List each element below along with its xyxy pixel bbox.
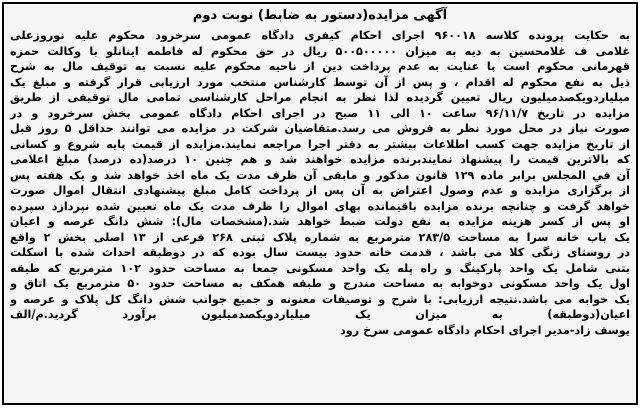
notice-line: ذیل به نفع محکوم له اقدام ، و پس از آن توسط کارشناس منتخب مورد ارزیابی قرار گرفته و مبلغ یک	[10, 75, 630, 89]
notice-line: میلیاردویکصدمیلیون ریال تعیین گردیده لذا نظر به انجام مراحل کارشناسی تمامی مال توقیفی از طریق	[10, 91, 630, 104]
notice-line: خواهد گرفت و چنانچه برنده مزایده باقیمانده بهای اموال را ظرف مدت یک ماه تعیین شده نپردازد سپرده	[10, 199, 630, 213]
notice-line: به حکایت پرونده کلاسه ۹۶۰۰۱۸ اجرای احکام کیفری دادگاه عمومی سرخرود محکوم علیه نوروزعلی	[10, 29, 630, 42]
notice-line: او پس از کسر هزینه مزایده به نفع دولت ضبط خواهد شد.(مشخصات مال): شش دانگ عرصه و اعیان	[10, 215, 630, 228]
notice-body	[10, 28, 630, 397]
notice-line: که بالاترین قیمت را پیشنهاد نمایندبرنده مزایده خواهند شد و هم چنین ۱۰ درصد(ده درصد) مبلغ اعلامی	[10, 153, 630, 166]
notice-line: از برگزاری مزایده و عدم وصول اعتراض به آن پس از پرداخت کامل مبلغ پیشنهادی انتقال اموال صورت	[10, 184, 630, 197]
notice-line: صورت نیاز در محل مورد نظر به فروش می رسد.متقاضیان شرکت در مزایده می توانند حداقل ۵ روز قبل	[10, 122, 630, 135]
notice-line: اول یک واحد مسکونی دوخوابه به مساحت مندرج و طبقه همکف به مساحت حدود ۵۰ مترمربع یک اتاق و	[10, 277, 630, 290]
notice-line: یک باب خانه سرا به مساحت ۲۸۳/۵ مترمربع به شماره پلاک ثبتی ۲۶۸ فرعی از ۱۳ اصلی بخش ۲ واقع	[10, 230, 630, 244]
notice-line: قهرمانی محکوم است با عنایت به عدم پرداخت دین از ناحیه محکوم علیه نسبت به توقیف مال به شرح	[10, 60, 630, 73]
notice-frame	[2, 2, 638, 405]
notice-title: آگهی مزایده(دستور به ضابط) نوبت دوم	[192, 8, 448, 23]
notice-line: آن في المجلس برابر ماده ۱۲۹ قانون مذکور و مابقی آن ظرف مدت یک ماه اخذ خواهد شد و یک هفته پس	[10, 168, 630, 182]
notice-line: یک خوابه می باشد.نتیجه ارزیابی: با شرح و توصیفات معنونه و جمیع جوانب شش دانگ کل پلاک و عرصه و	[10, 292, 630, 306]
notice-line: مزایده در تاریخ ۹۶/۱۱/۷ ساعت ۱۰ الی ۱۱ صبح در اجرای احکام دادگاه عمومی بخش سرخرود و در	[10, 106, 630, 120]
notice-line: بتنی شامل یک واحد پارکینگ و راه پله یک واحد مسکونی جمعا به مساحت حدود ۱۰۲ مترمربع که طبقه	[10, 261, 630, 275]
notice-line: در روستای زنگی کلا می باشد ، قدمت خانه حدود بیست سال بوده که در دوطبقه احداث شده با اسکلت	[10, 246, 630, 259]
notice-signature: یوسف زاد-مدیر اجرای احکام دادگاه عمومی سرخ رود	[340, 323, 630, 337]
notice-line: اعیان(دوطبقه) به میزان یک میلیاردویکصدمیلیون برآورد گردید.م/الف	[10, 308, 630, 321]
notice-line: غلامی ف غلامحسین به دیه به میزان ۵۰۰۵۰۰۰۰۰ ریال در حق محکوم له فاطمه اینانلو با وکالت حمزه	[10, 44, 630, 58]
notice-line: از تاریخ مزایده جهت کسب اطلاعات بیشتر به دفتر اجرا مراجعه نمایند.مزایده از قیمت پایه شروع و کسانی	[10, 137, 630, 151]
